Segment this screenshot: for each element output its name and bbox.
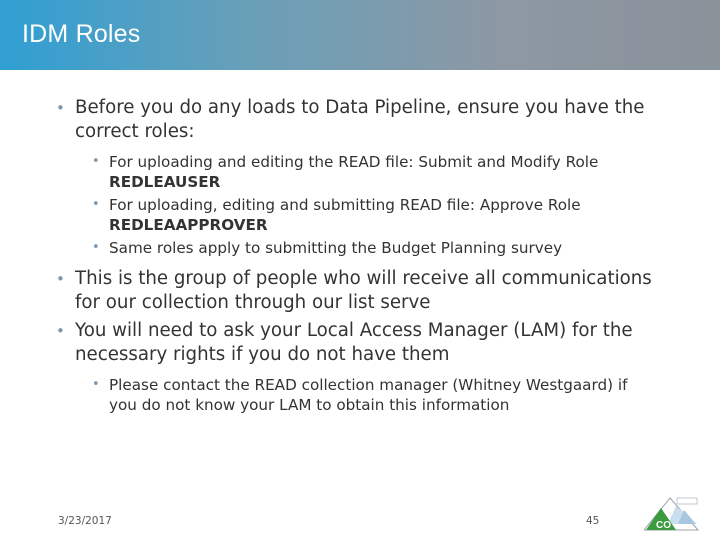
bullet-dot: • xyxy=(56,322,65,340)
sub-bullet-text: For uploading and editing the READ file: Submit and Modify Role xyxy=(109,153,599,171)
bullet-dot: • xyxy=(92,240,100,255)
bullet-dot: • xyxy=(92,377,100,392)
sub-bullet-text: Please contact the READ collection manager (Whitney Westgaard) if you do not know your LAM to obtain this information xyxy=(109,376,628,414)
role-name: REDLEAAPPROVER xyxy=(109,216,268,234)
footer-date: 3/23/2017 xyxy=(58,515,112,527)
bullet-item xyxy=(56,319,656,367)
bullet-dot: • xyxy=(92,154,100,169)
bullet-dot: • xyxy=(56,270,65,288)
role-name: REDLEAUSER xyxy=(109,173,221,191)
sub-bullet-item xyxy=(92,238,656,258)
sub-bullet-item xyxy=(92,152,656,192)
bullet-dot: • xyxy=(56,99,65,117)
page-number: 45 xyxy=(586,515,600,527)
sub-bullet-item xyxy=(92,195,656,235)
logo-graphic xyxy=(644,496,702,532)
sub-bullet-text: Same roles apply to submitting the Budget Planning survey xyxy=(109,239,563,257)
sub-bullet-text: For uploading, editing and submitting READ file: Approve Role xyxy=(109,196,581,214)
bullet-text: You will need to ask your Local Access Manager (LAM) for the necessary rights if you do not have them xyxy=(75,320,633,365)
bullet-dot: • xyxy=(92,197,100,212)
bullet-item xyxy=(56,96,656,144)
colorado-state-logo-icon xyxy=(644,496,702,532)
sub-bullet-item xyxy=(92,375,656,415)
bullet-text: This is the group of people who will receive all communications for our collection through our list serve xyxy=(75,268,652,313)
bullet-text: Before you do any loads to Data Pipeline, ensure you have the correct roles: xyxy=(75,97,645,142)
slide-title: IDM Roles xyxy=(22,20,141,48)
bullet-list xyxy=(56,96,656,415)
logo-text: CO xyxy=(656,520,671,531)
bullet-item xyxy=(56,267,656,315)
